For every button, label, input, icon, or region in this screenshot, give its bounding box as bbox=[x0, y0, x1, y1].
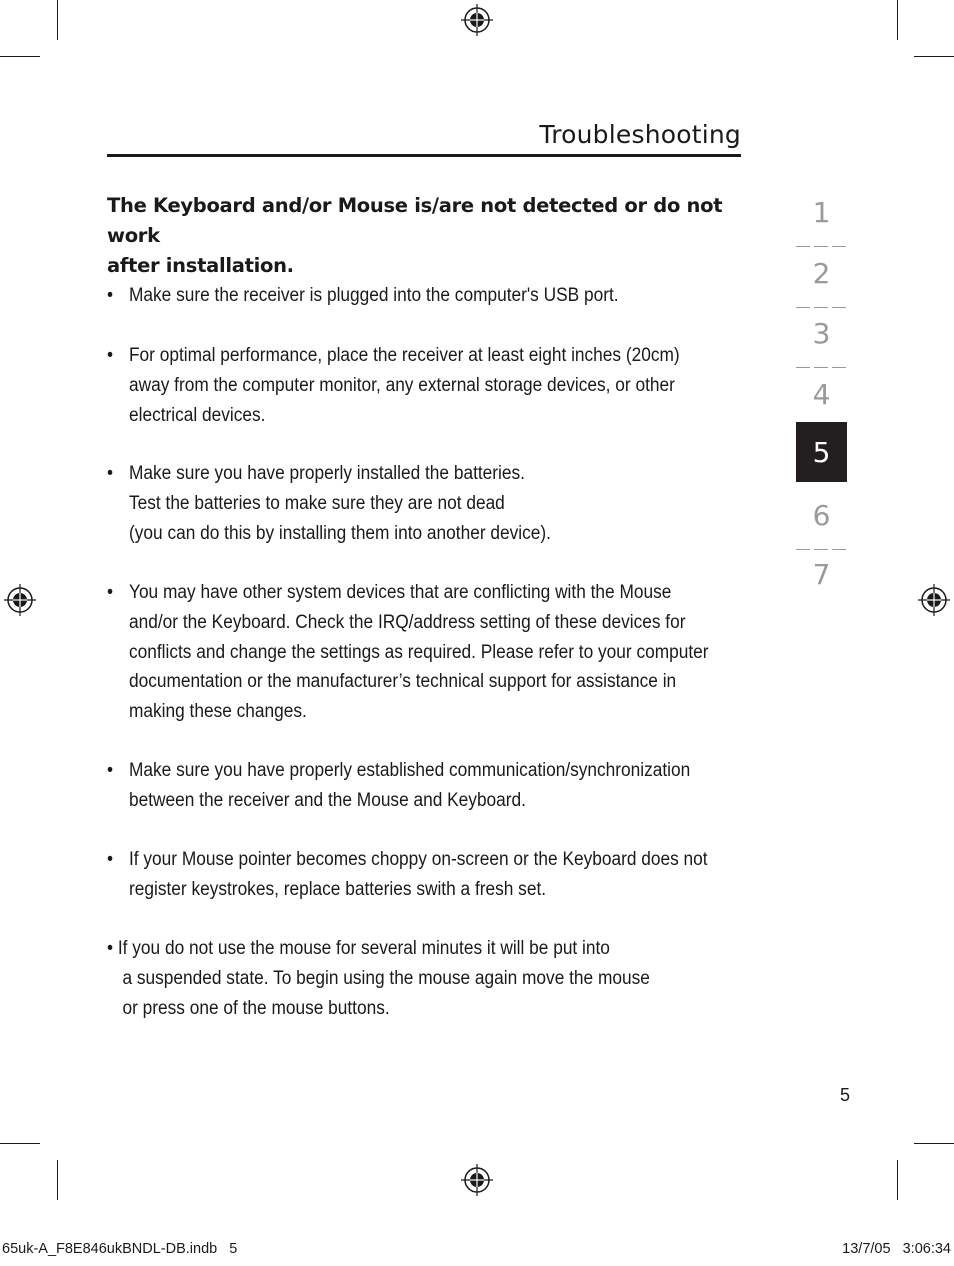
bullet-dot: • bbox=[107, 345, 114, 366]
bullet-line: register keystrokes, replace batteries swith a fresh set. bbox=[129, 878, 547, 900]
slug-filename: 65uk-A_F8E846ukBNDL-DB.indb 5 bbox=[2, 1241, 238, 1257]
bullet-line: If your Mouse pointer becomes choppy on-screen or the Keyboard does not bbox=[129, 849, 708, 870]
chapter-number: 3 bbox=[812, 317, 831, 350]
bullet-dot: • bbox=[107, 285, 114, 306]
chapter-number: 4 bbox=[812, 378, 831, 411]
bullet-line: (you can do this by installing them into another device). bbox=[129, 522, 551, 544]
bullet-dot: • bbox=[107, 463, 114, 484]
bullet-text bbox=[129, 845, 708, 905]
bullet-line: electrical devices. bbox=[129, 404, 266, 426]
bullet-line: between the receiver and the Mouse and Keyboard. bbox=[129, 789, 526, 811]
bullet-text bbox=[129, 578, 709, 727]
registration-mark-icon bbox=[461, 1164, 493, 1196]
chapter-tab-2[interactable] bbox=[796, 251, 847, 311]
registration-mark-icon bbox=[4, 584, 36, 616]
bullet-text bbox=[129, 756, 690, 816]
bullet-line: Make sure you have properly installed the batteries. bbox=[129, 463, 525, 484]
bullet-line: • If you do not use the mouse for several minutes it will be put into bbox=[107, 938, 610, 959]
bullet-text bbox=[129, 341, 680, 430]
bullet-line: Make sure the receiver is plugged into the computer's USB port. bbox=[129, 285, 619, 306]
chapter-number: 5 bbox=[812, 436, 831, 469]
chapter-number: 7 bbox=[812, 558, 831, 591]
crop-mark bbox=[57, 0, 58, 40]
bullet-item bbox=[107, 934, 650, 1023]
chapter-number: 6 bbox=[812, 499, 831, 532]
bullet-line: For optimal performance, place the receiver at least eight inches (20cm) bbox=[129, 345, 680, 366]
crop-mark bbox=[897, 0, 898, 40]
chapter-number: 1 bbox=[812, 196, 831, 229]
chapter-tab-3[interactable] bbox=[796, 311, 847, 371]
crop-mark bbox=[914, 1143, 954, 1144]
bullet-line: and/or the Keyboard. Check the IRQ/address setting of these devices for bbox=[129, 611, 686, 633]
section-title: Troubleshooting bbox=[539, 120, 741, 149]
bullet-dot: • bbox=[107, 849, 114, 870]
bullet-line: a suspended state. To begin using the mouse again move the mouse bbox=[122, 967, 650, 989]
slug-timestamp: 13/7/05 3:06:34 bbox=[842, 1241, 951, 1257]
chapter-tab-5-active[interactable] bbox=[796, 422, 847, 482]
crop-mark bbox=[57, 1160, 58, 1200]
title-rule bbox=[107, 154, 741, 157]
chapter-tab-7[interactable] bbox=[796, 552, 847, 612]
crop-mark bbox=[897, 1160, 898, 1200]
bullet-line: or press one of the mouse buttons. bbox=[122, 997, 390, 1019]
bullet-text bbox=[129, 459, 551, 548]
registration-mark-icon bbox=[918, 584, 950, 616]
bullet-line: You may have other system devices that are conflicting with the Mouse bbox=[129, 582, 672, 603]
chapter-divider bbox=[796, 307, 847, 308]
bullet-text bbox=[129, 281, 619, 311]
bullet-line: documentation or the manufacturer’s technical support for assistance in bbox=[129, 671, 677, 693]
chapter-divider bbox=[796, 549, 847, 550]
chapter-divider bbox=[796, 246, 847, 247]
registration-mark-icon bbox=[461, 4, 493, 36]
crop-mark bbox=[914, 56, 954, 57]
heading-line: The Keyboard and/or Mouse is/are not detected or do not work bbox=[107, 194, 723, 247]
page-number: 5 bbox=[839, 1085, 850, 1105]
chapter-divider bbox=[796, 367, 847, 368]
crop-mark bbox=[0, 56, 40, 57]
bullet-line: making these changes. bbox=[129, 701, 307, 723]
chapter-tab-1[interactable] bbox=[796, 190, 847, 250]
bullet-line: Test the batteries to make sure they are not dead bbox=[129, 492, 505, 514]
bullet-line: away from the computer monitor, any external storage devices, or other bbox=[129, 374, 675, 396]
bullet-dot: • bbox=[107, 582, 114, 603]
bullet-line: Make sure you have properly established communication/synchronization bbox=[129, 760, 691, 781]
bullet-line: conflicts and change the settings as required. Please refer to your computer bbox=[129, 641, 709, 663]
bullet-dot: • bbox=[107, 760, 114, 781]
crop-mark bbox=[0, 1143, 40, 1144]
heading-line: after installation. bbox=[107, 254, 294, 277]
chapter-tab-6[interactable] bbox=[796, 493, 847, 553]
page-heading bbox=[107, 191, 767, 281]
chapter-number: 2 bbox=[812, 257, 831, 290]
